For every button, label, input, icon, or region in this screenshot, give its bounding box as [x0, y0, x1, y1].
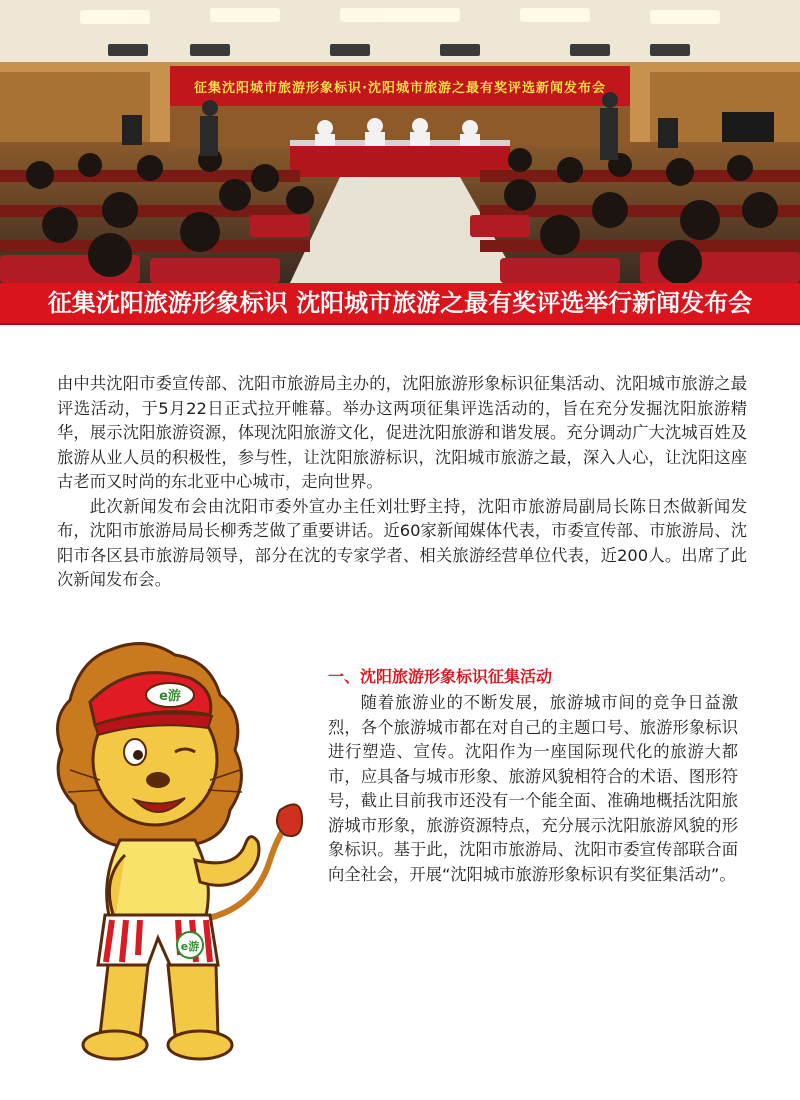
- cap-logo-text: e游: [159, 689, 181, 704]
- headline-title: 征集沈阳旅游形象标识 沈阳城市旅游之最有奖评选举行新闻发布会: [47, 289, 753, 317]
- lion-mascot-illustration: [40, 620, 310, 1080]
- section-logo-collection: [328, 665, 738, 887]
- article-body: [57, 372, 747, 593]
- headline-bar: [0, 283, 800, 323]
- photo-illustration: [0, 0, 800, 283]
- section-title: 一、沈阳旅游形象标识征集活动: [328, 667, 553, 686]
- shorts-logo-text: e游: [180, 940, 200, 953]
- photo-banner-text: 征集沈阳城市旅游形象标识·沈阳城市旅游之最有奖评选新闻发布会: [194, 81, 606, 96]
- press-conference-photo: [0, 0, 800, 283]
- section-body: 随着旅游业的不断发展，旅游城市间的竞争日益激烈，各个旅游城市都在对自己的主题口号、旅游形象标识进行塑造、宣传。沈阳作为一座国际现代化的旅游大都市，应具备与城市形象、旅游风貌相符合的术语、图形符号，截止目前我市还没有一个能全面、准确地概括沈阳旅游城市形象，旅游资源特点，充分展示沈阳旅游风貌的形象标识。基于此，沈阳市旅游局、沈阳市委宣传部联合面向全社会，开展“沈阳城市旅游形象标识有奖征集活动”。: [328, 693, 738, 884]
- article-paragraph-2: 此次新闻发布会由沈阳市委外宣办主任刘壮野主持，沈阳市旅游局副局长陈日杰做新闻发布，沈阳市旅游局局长柳秀芝做了重要讲话。近60家新闻媒体代表，市委宣传部、市旅游局、沈阳市各区县市旅游局领导，部分在沈的专家学者、相关旅游经营单位代表，近200人。出席了此次新闻发布会。: [57, 496, 747, 589]
- article-paragraph-1: 由中共沈阳市委宣传部、沈阳市旅游局主办的，沈阳旅游形象标识征集活动、沈阳城市旅游之最评选活动，于5月22日正式拉开帷幕。举办这两项征集评选活动的，旨在充分发掘沈阳旅游精华，展示沈阳旅游资源，体现沈阳旅游文化，促进沈阳旅游和谐发展。充分调动广大沈城百姓及旅游从业人员的积极性，参与性，让沈阳旅游标识，沈阳城市旅游之最，深入人心，让沈阳这座古老而又时尚的东北亚中心城市，走向世界。: [57, 374, 747, 491]
